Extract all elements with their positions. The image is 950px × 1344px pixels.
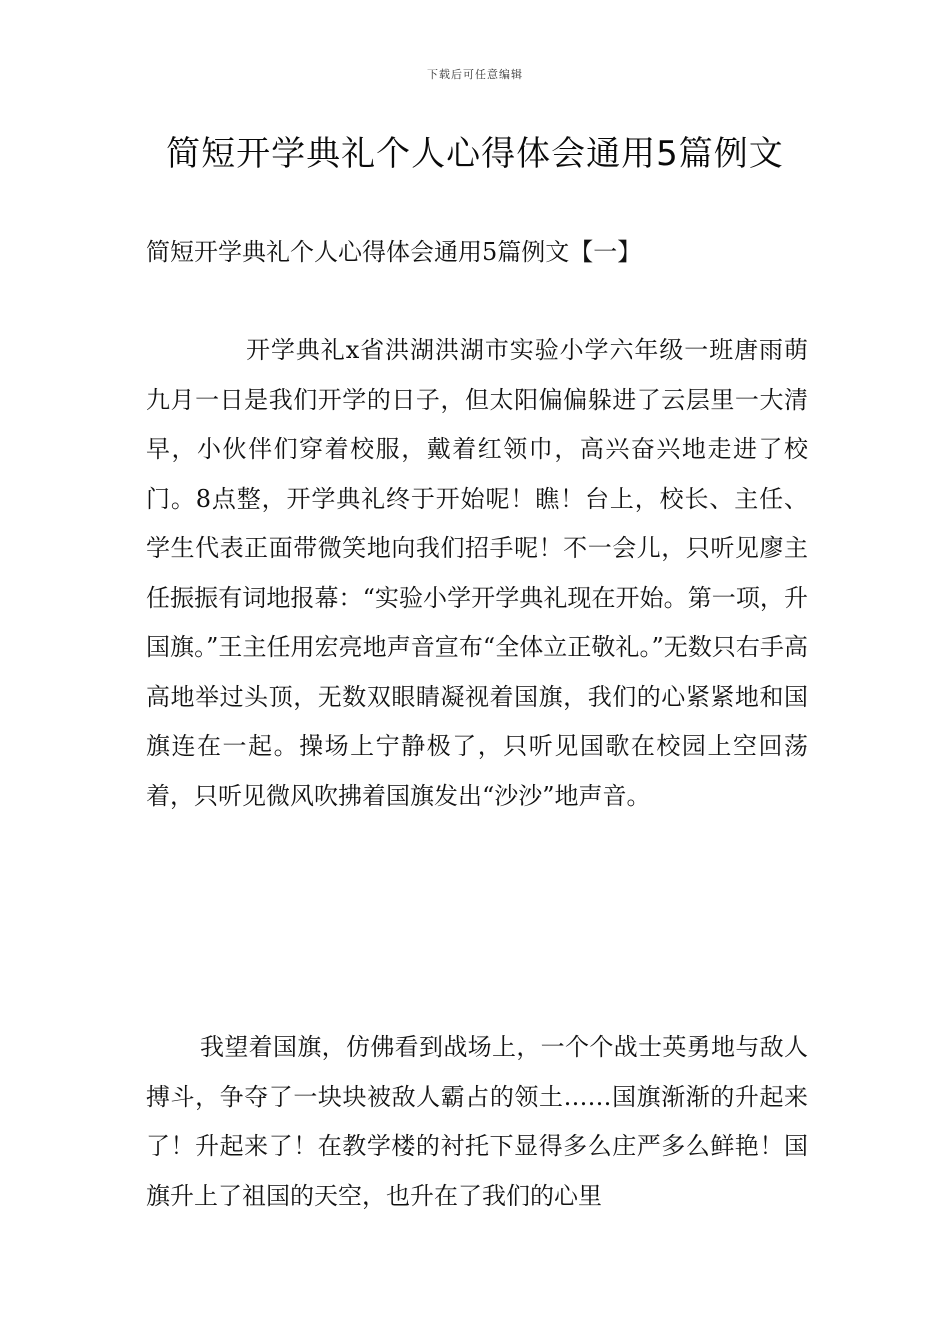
body-paragraph-2: 我望着国旗，仿佛看到战场上，一个个战士英勇地与敌人搏斗，争夺了一块块被敌人霸占的领土……国旗渐渐的升起来了！升起来了！在教学楼的衬托下显得多么庄严多么鲜艳！国旗升上了祖国的天空，也升在了我们的心里: [146, 1033, 808, 1210]
body-paragraph-1: 开学典礼x省洪湖洪湖市实验小学六年级一班唐雨萌九月一日是我们开学的日子，但太阳偏偏躲进了云层里一大清早，小伙伴们穿着校服，戴着红领巾，高兴奋兴地走进了校门。8点整，开学典礼终于开始呢！瞧！台上，校长、主任、学生代表正面带微笑地向我们招手呢！不一会儿，只听见廖主任振振有词地报幕：“实验小学开学典礼现在开始。第一项，升国旗。”王主任用宏亮地声音宣布“全体立正敬礼。”无数只右手高高地举过头顶，无数双眼睛凝视着国旗，我们的心紧紧地和国旗连在一起。操场上宁静极了，只听见国歌在校园上空回荡着，只听见微风吹拂着国旗发出“沙沙”地声音。: [146, 336, 808, 810]
section-heading: 简短开学典礼个人心得体会通用5篇例文【一】: [146, 238, 642, 266]
document-title: 简短开学典礼个人心得体会通用5篇例文: [166, 134, 784, 174]
header-note: 下载后可任意编辑: [427, 68, 523, 81]
